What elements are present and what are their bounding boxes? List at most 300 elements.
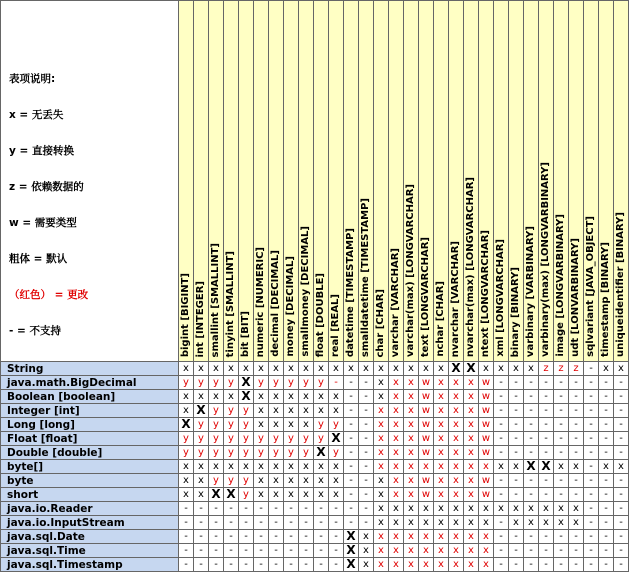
column-header	[239, 1, 254, 362]
table-cell: X	[344, 530, 359, 544]
column-header-label: datetime [TIMESTAMP]	[345, 227, 356, 357]
table-cell: -	[554, 530, 569, 544]
table-cell: -	[314, 558, 329, 572]
table-cell: x	[419, 460, 434, 474]
table-cell: y	[224, 474, 239, 488]
table-row	[1, 446, 629, 460]
table-cell: -	[599, 516, 614, 530]
table-cell: -	[599, 488, 614, 502]
table-cell: x	[389, 446, 404, 460]
table-cell: x	[284, 362, 299, 376]
table-cell: -	[584, 390, 599, 404]
table-cell: x	[389, 404, 404, 418]
column-header	[179, 1, 194, 362]
legend-cell	[1, 1, 179, 362]
table-cell: x	[254, 460, 269, 474]
table-cell: -	[284, 516, 299, 530]
table-cell: x	[479, 362, 494, 376]
table-cell: x	[389, 390, 404, 404]
table-cell: x	[434, 376, 449, 390]
table-cell: x	[389, 544, 404, 558]
table-cell: x	[554, 502, 569, 516]
table-cell: -	[269, 544, 284, 558]
table-cell: x	[449, 488, 464, 502]
table-cell: -	[284, 530, 299, 544]
table-cell: y	[179, 446, 194, 460]
column-header	[464, 1, 479, 362]
table-cell: x	[269, 474, 284, 488]
table-cell: -	[509, 376, 524, 390]
table-cell: y	[179, 376, 194, 390]
table-row	[1, 432, 629, 446]
column-header-label: float [DOUBLE]	[315, 272, 326, 357]
table-cell: y	[239, 446, 254, 460]
table-cell: X	[314, 446, 329, 460]
table-cell: x	[254, 362, 269, 376]
table-cell: -	[569, 404, 584, 418]
table-cell: -	[554, 390, 569, 404]
table-cell: -	[494, 432, 509, 446]
column-header-label: numeric [NUMERIC]	[255, 246, 266, 357]
column-header-label: varbinary [VARBINARY]	[525, 225, 536, 357]
table-cell: x	[449, 446, 464, 460]
table-cell: X	[464, 362, 479, 376]
table-cell: -	[614, 404, 629, 418]
table-cell: x	[194, 460, 209, 474]
table-cell: -	[599, 404, 614, 418]
table-cell: x	[254, 474, 269, 488]
table-cell: -	[509, 418, 524, 432]
column-header-label: sqlvariant [JAVA_OBJECT]	[585, 216, 596, 357]
legend-line: 粗体 = 默认	[9, 253, 68, 265]
table-cell: -	[554, 404, 569, 418]
table-cell: x	[434, 404, 449, 418]
table-cell: -	[329, 558, 344, 572]
table-cell: y	[224, 418, 239, 432]
column-header-label: timestamp [BINARY]	[600, 242, 611, 357]
table-cell: y	[314, 432, 329, 446]
table-cell: x	[554, 460, 569, 474]
column-header-label: smallmoney [DECIMAL]	[300, 226, 311, 357]
table-cell: y	[239, 432, 254, 446]
row-header: java.sql.Date	[1, 530, 179, 544]
table-cell: -	[509, 390, 524, 404]
table-cell: X	[224, 488, 239, 502]
table-cell: x	[299, 460, 314, 474]
table-cell: x	[359, 544, 374, 558]
table-cell: x	[179, 474, 194, 488]
column-header-label: uniqueidentifier [BINARY]	[615, 211, 626, 357]
column-header-label: bigint [BIGINT]	[180, 272, 191, 357]
table-cell: X	[179, 418, 194, 432]
column-header-label: udt [LONVARBINARY]	[570, 238, 581, 357]
table-cell: x	[374, 474, 389, 488]
table-cell: x	[299, 404, 314, 418]
table-cell: -	[359, 376, 374, 390]
column-header-label: smalldatetime [TIMESTAMP]	[360, 197, 371, 357]
table-cell: -	[539, 446, 554, 460]
table-cell: x	[404, 530, 419, 544]
table-cell: x	[374, 558, 389, 572]
table-row	[1, 362, 629, 376]
table-cell: -	[524, 530, 539, 544]
table-cell: -	[614, 432, 629, 446]
row-header: java.io.Reader	[1, 502, 179, 516]
table-cell: y	[254, 376, 269, 390]
table-cell: z	[569, 362, 584, 376]
table-cell: y	[224, 446, 239, 460]
table-cell: x	[269, 362, 284, 376]
table-cell: -	[344, 404, 359, 418]
table-cell: -	[254, 558, 269, 572]
table-cell: -	[509, 404, 524, 418]
table-cell: x	[299, 390, 314, 404]
table-cell: -	[494, 474, 509, 488]
table-cell: -	[554, 488, 569, 502]
table-cell: -	[179, 544, 194, 558]
table-cell: -	[359, 474, 374, 488]
table-cell: w	[419, 390, 434, 404]
table-cell: w	[419, 474, 434, 488]
table-cell: y	[209, 418, 224, 432]
table-cell: y	[224, 432, 239, 446]
table-cell: x	[524, 502, 539, 516]
table-cell: x	[389, 474, 404, 488]
table-cell: x	[224, 390, 239, 404]
table-cell: x	[194, 362, 209, 376]
table-cell: -	[524, 404, 539, 418]
table-cell: x	[509, 516, 524, 530]
table-cell: x	[374, 432, 389, 446]
table-cell: x	[284, 390, 299, 404]
column-header-label: binary [BINARY]	[510, 266, 521, 357]
column-header-label: varchar [VARCHAR]	[390, 247, 401, 357]
table-cell: w	[479, 390, 494, 404]
table-cell: -	[569, 418, 584, 432]
table-cell: -	[224, 544, 239, 558]
row-header: java.io.InputStream	[1, 516, 179, 530]
column-header-label: char [CHAR]	[375, 288, 386, 357]
table-cell: x	[329, 362, 344, 376]
table-cell: x	[389, 362, 404, 376]
table-cell: -	[539, 376, 554, 390]
table-cell: -	[599, 474, 614, 488]
table-cell: -	[239, 544, 254, 558]
table-cell: -	[599, 544, 614, 558]
table-cell: -	[359, 432, 374, 446]
table-cell: x	[449, 530, 464, 544]
column-header	[314, 1, 329, 362]
row-header: java.math.BigDecimal	[1, 376, 179, 390]
column-header	[374, 1, 389, 362]
table-cell: -	[584, 530, 599, 544]
table-cell: x	[464, 488, 479, 502]
table-cell: x	[464, 390, 479, 404]
column-header-label: real [REAL]	[330, 293, 341, 357]
table-cell: -	[284, 544, 299, 558]
table-cell: -	[254, 544, 269, 558]
table-cell: -	[299, 544, 314, 558]
column-header-label: varbinary(max) [LONGVARBINARY]	[540, 162, 551, 357]
table-cell: x	[389, 516, 404, 530]
table-cell: x	[389, 376, 404, 390]
table-cell: X	[239, 390, 254, 404]
table-cell: -	[299, 558, 314, 572]
table-cell: x	[419, 516, 434, 530]
table-cell: -	[539, 544, 554, 558]
table-cell: -	[584, 502, 599, 516]
table-cell: -	[299, 530, 314, 544]
table-cell: x	[209, 460, 224, 474]
table-cell: -	[509, 558, 524, 572]
table-cell: -	[569, 432, 584, 446]
table-cell: -	[614, 376, 629, 390]
table-cell: -	[224, 516, 239, 530]
table-cell: -	[239, 558, 254, 572]
table-cell: x	[449, 516, 464, 530]
table-cell: -	[329, 502, 344, 516]
table-cell: x	[374, 488, 389, 502]
table-cell: w	[479, 474, 494, 488]
table-cell: x	[374, 460, 389, 474]
table-cell: -	[524, 474, 539, 488]
table-cell: x	[254, 488, 269, 502]
table-cell: -	[569, 376, 584, 390]
table-cell: -	[494, 390, 509, 404]
table-cell: -	[614, 474, 629, 488]
table-cell: y	[239, 474, 254, 488]
table-cell: x	[329, 460, 344, 474]
table-cell: x	[419, 558, 434, 572]
table-cell: -	[209, 544, 224, 558]
table-cell: x	[314, 460, 329, 474]
table-cell: x	[464, 558, 479, 572]
table-cell: x	[464, 376, 479, 390]
table-cell: x	[539, 502, 554, 516]
column-header	[209, 1, 224, 362]
legend-line: z = 依赖数据的	[9, 181, 84, 193]
table-cell: -	[254, 530, 269, 544]
table-cell: x	[389, 530, 404, 544]
table-cell: y	[284, 376, 299, 390]
table-cell: x	[374, 390, 389, 404]
table-cell: x	[314, 404, 329, 418]
table-cell: x	[614, 362, 629, 376]
table-cell: x	[344, 362, 359, 376]
table-cell: -	[524, 376, 539, 390]
table-cell: -	[314, 530, 329, 544]
table-cell: x	[599, 362, 614, 376]
row-header: java.sql.Timestamp	[1, 558, 179, 572]
column-header	[554, 1, 569, 362]
table-cell: -	[359, 516, 374, 530]
table-cell: -	[344, 390, 359, 404]
table-cell: -	[494, 404, 509, 418]
table-cell: -	[239, 516, 254, 530]
table-cell: -	[539, 432, 554, 446]
column-header-label: decimal [DECIMAL]	[270, 250, 281, 357]
table-cell: x	[404, 432, 419, 446]
table-cell: x	[359, 530, 374, 544]
table-cell: -	[194, 516, 209, 530]
table-cell: x	[179, 362, 194, 376]
table-cell: -	[539, 488, 554, 502]
table-cell: x	[479, 516, 494, 530]
column-header	[434, 1, 449, 362]
table-cell: x	[434, 418, 449, 432]
table-cell: x	[329, 404, 344, 418]
table-cell: -	[314, 502, 329, 516]
table-cell: -	[359, 502, 374, 516]
table-cell: -	[539, 418, 554, 432]
table-cell: x	[254, 418, 269, 432]
table-cell: x	[434, 516, 449, 530]
column-header	[479, 1, 494, 362]
table-cell: x	[464, 544, 479, 558]
table-cell: -	[494, 446, 509, 460]
table-cell: y	[329, 418, 344, 432]
table-cell: x	[464, 516, 479, 530]
column-header	[494, 1, 509, 362]
column-header	[194, 1, 209, 362]
table-cell: x	[269, 418, 284, 432]
column-header	[419, 1, 434, 362]
row-header: Long [long]	[1, 418, 179, 432]
table-row	[1, 544, 629, 558]
table-cell: -	[344, 446, 359, 460]
table-cell: -	[614, 558, 629, 572]
table-cell: x	[404, 544, 419, 558]
table-cell: x	[464, 460, 479, 474]
table-cell: -	[509, 530, 524, 544]
table-cell: x	[509, 362, 524, 376]
table-cell: -	[524, 390, 539, 404]
table-cell: z	[539, 362, 554, 376]
table-cell: x	[224, 362, 239, 376]
table-cell: x	[389, 558, 404, 572]
table-cell: x	[509, 460, 524, 474]
table-cell: x	[434, 362, 449, 376]
table-row	[1, 474, 629, 488]
table-cell: -	[254, 502, 269, 516]
legend-line: w = 需要类型	[9, 217, 77, 229]
legend-line: y = 直接转换	[9, 145, 74, 157]
table-cell: -	[539, 558, 554, 572]
table-cell: y	[314, 376, 329, 390]
table-cell: -	[269, 516, 284, 530]
column-header-label: nchar [CHAR]	[435, 281, 446, 357]
table-cell: y	[269, 376, 284, 390]
table-cell: x	[179, 404, 194, 418]
table-cell: x	[404, 446, 419, 460]
table-cell: x	[494, 502, 509, 516]
table-cell: -	[314, 516, 329, 530]
table-cell: y	[194, 432, 209, 446]
table-cell: -	[329, 516, 344, 530]
table-cell: -	[314, 544, 329, 558]
table-cell: w	[419, 432, 434, 446]
row-header: String	[1, 362, 179, 376]
table-cell: x	[374, 516, 389, 530]
table-cell: -	[209, 558, 224, 572]
table-cell: x	[434, 432, 449, 446]
table-cell: w	[479, 418, 494, 432]
table-cell: -	[359, 390, 374, 404]
header-row	[1, 1, 629, 362]
table-cell: -	[554, 474, 569, 488]
table-cell: x	[389, 502, 404, 516]
table-cell: -	[614, 516, 629, 530]
table-cell: y	[284, 432, 299, 446]
table-cell: -	[194, 502, 209, 516]
table-cell: -	[614, 544, 629, 558]
table-cell: x	[524, 516, 539, 530]
table-cell: -	[509, 488, 524, 502]
table-cell: x	[449, 474, 464, 488]
table-cell: x	[194, 488, 209, 502]
table-cell: -	[179, 558, 194, 572]
table-cell: -	[524, 432, 539, 446]
table-cell: x	[194, 390, 209, 404]
table-cell: X	[449, 362, 464, 376]
table-cell: x	[389, 418, 404, 432]
table-cell: w	[419, 404, 434, 418]
table-row	[1, 502, 629, 516]
table-cell: x	[239, 362, 254, 376]
table-cell: x	[479, 544, 494, 558]
table-cell: x	[569, 460, 584, 474]
table-cell: -	[524, 418, 539, 432]
table-cell: -	[269, 558, 284, 572]
column-header	[524, 1, 539, 362]
table-cell: -	[284, 502, 299, 516]
table-cell: x	[509, 502, 524, 516]
table-cell: -	[509, 432, 524, 446]
table-cell: x	[449, 544, 464, 558]
table-cell: X	[239, 376, 254, 390]
column-header-label: ntext [LONGVARCHAR]	[480, 229, 491, 357]
column-header	[359, 1, 374, 362]
table-cell: -	[179, 516, 194, 530]
table-cell: x	[314, 488, 329, 502]
table-cell: x	[284, 418, 299, 432]
table-cell: -	[584, 460, 599, 474]
table-cell: -	[584, 488, 599, 502]
column-header	[299, 1, 314, 362]
table-cell: x	[434, 488, 449, 502]
row-header: byte[]	[1, 460, 179, 474]
table-cell: -	[614, 390, 629, 404]
table-cell: -	[599, 418, 614, 432]
table-cell: -	[329, 376, 344, 390]
table-cell: x	[464, 418, 479, 432]
table-cell: x	[404, 362, 419, 376]
table-cell: -	[614, 502, 629, 516]
column-header-label: nvarchar [VARCHAR]	[450, 240, 461, 357]
table-cell: y	[269, 446, 284, 460]
table-cell: -	[569, 474, 584, 488]
table-cell: -	[599, 558, 614, 572]
table-cell: x	[329, 390, 344, 404]
column-header-label: xml [LONGVARCHAR]	[495, 239, 506, 357]
table-cell: x	[299, 362, 314, 376]
table-cell: y	[284, 446, 299, 460]
table-cell: x	[389, 460, 404, 474]
column-header	[329, 1, 344, 362]
table-cell: -	[614, 446, 629, 460]
table-cell: x	[434, 390, 449, 404]
table-cell: x	[284, 460, 299, 474]
